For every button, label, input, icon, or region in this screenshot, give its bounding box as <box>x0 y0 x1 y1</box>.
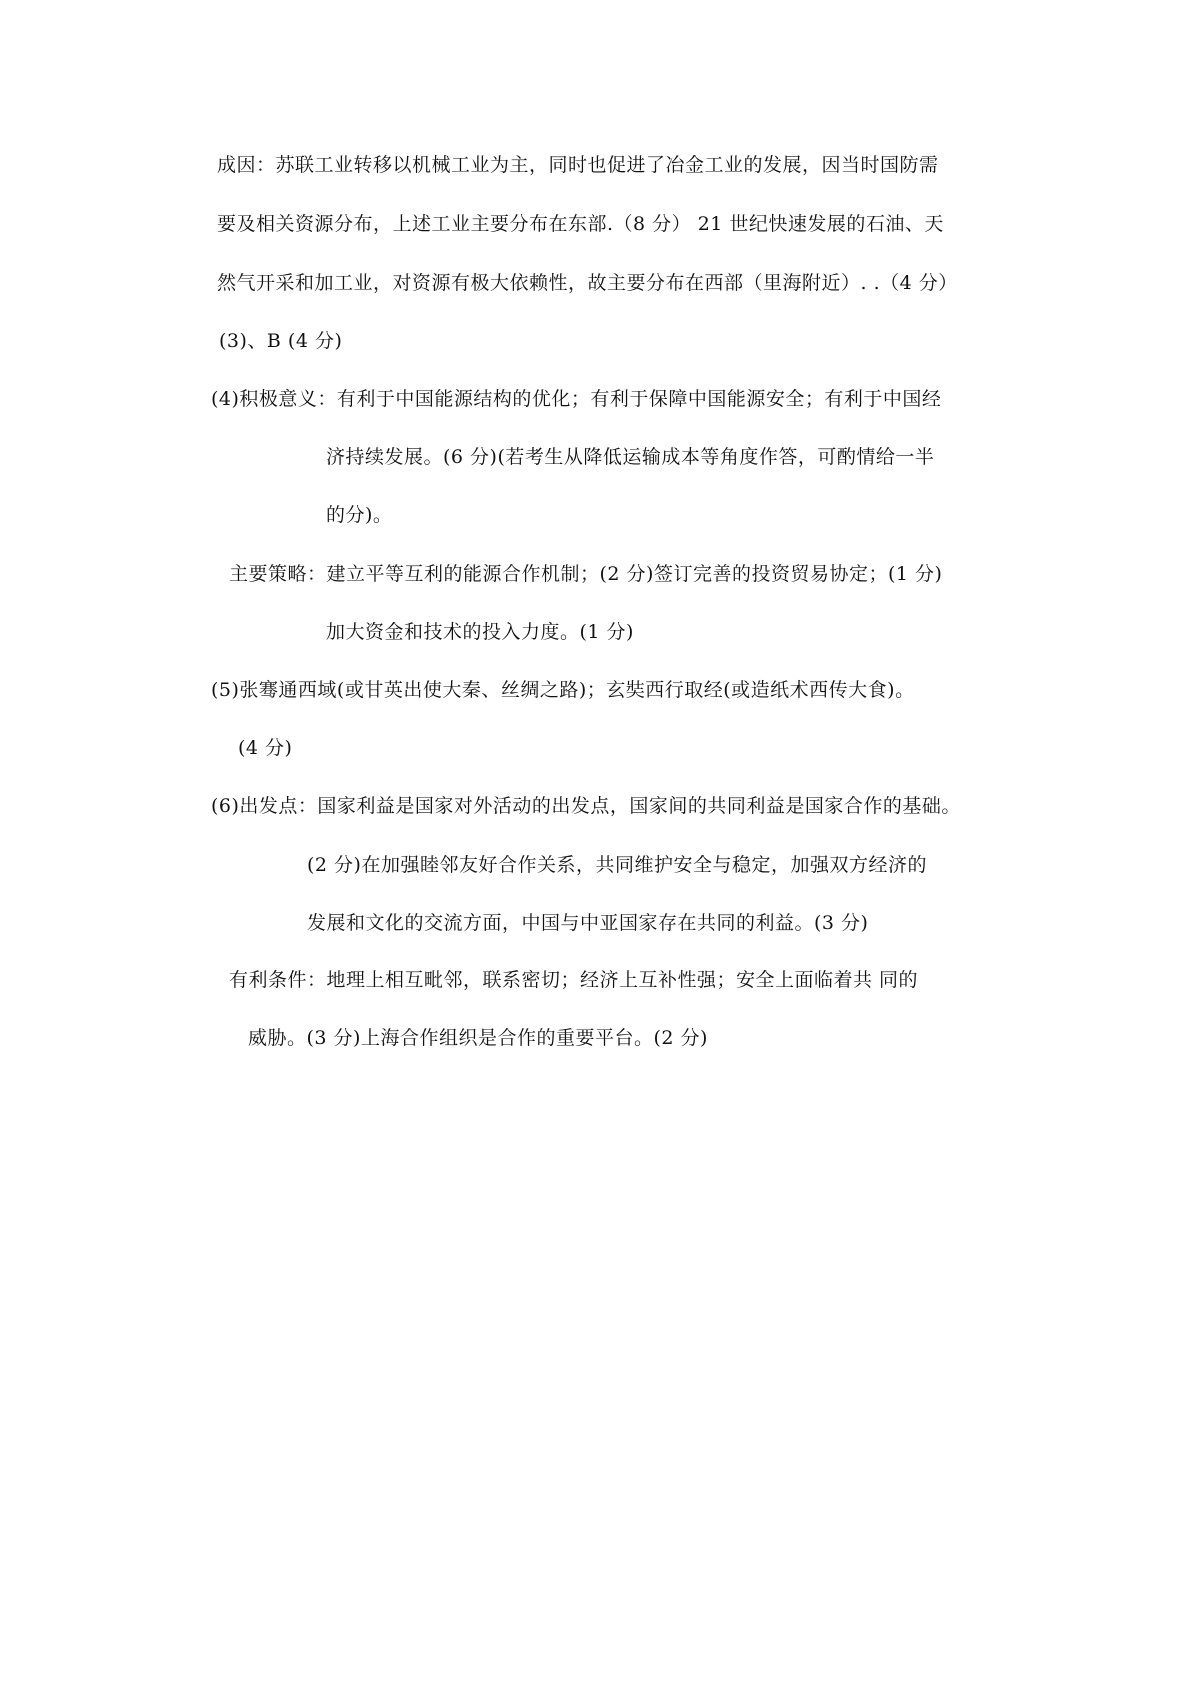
q2-cause-line-1: 成因：苏联工业转移以机械工业为主，同时也促进了冶金工业的发展，因当时国防需 <box>217 154 939 176</box>
q6-starting-point-line-3: 发展和文化的交流方面，中国与中亚国家存在共同的利益。(3 分) <box>307 912 869 934</box>
q2-cause-line-3: 然气开采和加工业，对资源有极大依赖性，故主要分布在西部（里海附近）. .（4 分） <box>217 272 958 294</box>
q6-conditions-line-1: 有利条件：地理上相互毗邻，联系密切；经济上互补性强；安全上面临着共 同的 <box>229 969 919 991</box>
q4-strategy-line-1: 主要策略：建立平等互利的能源合作机制；(2 分)签订完善的投资贸易协定；(1 分) <box>229 563 943 585</box>
q4-significance-line-3: 的分)。 <box>326 504 393 526</box>
q5-answer-line-1: (5)张骞通西域(或甘英出使大秦、丝绸之路)；玄奘西行取经(或造纸术西传大食)。 <box>211 679 915 701</box>
q6-starting-point-line-1: (6)出发点：国家利益是国家对外活动的出发点，国家间的共同利益是国家合作的基础。 <box>211 795 961 817</box>
q5-answer-line-2: (4 分) <box>238 737 293 759</box>
q2-cause-line-2: 要及相关资源分布，上述工业主要分布在东部.（8 分） 21 世纪快速发展的石油、天 <box>217 213 944 235</box>
q4-significance-line-1: (4)积极意义：有利于中国能源结构的优化；有利于保障中国能源安全；有利于中国经 <box>211 388 942 410</box>
q4-strategy-line-2: 加大资金和技术的投入力度。(1 分) <box>326 621 634 643</box>
q6-conditions-line-2: 威胁。(3 分)上海合作组织是合作的重要平台。(2 分) <box>248 1027 708 1049</box>
q4-significance-line-2: 济持续发展。(6 分)(若考生从降低运输成本等角度作答，可酌情给一半 <box>326 446 935 468</box>
q3-answer: (3)、B (4 分) <box>219 330 343 352</box>
q6-starting-point-line-2: (2 分)在加强睦邻友好合作关系，共同维护安全与稳定，加强双方经济的 <box>307 854 927 876</box>
